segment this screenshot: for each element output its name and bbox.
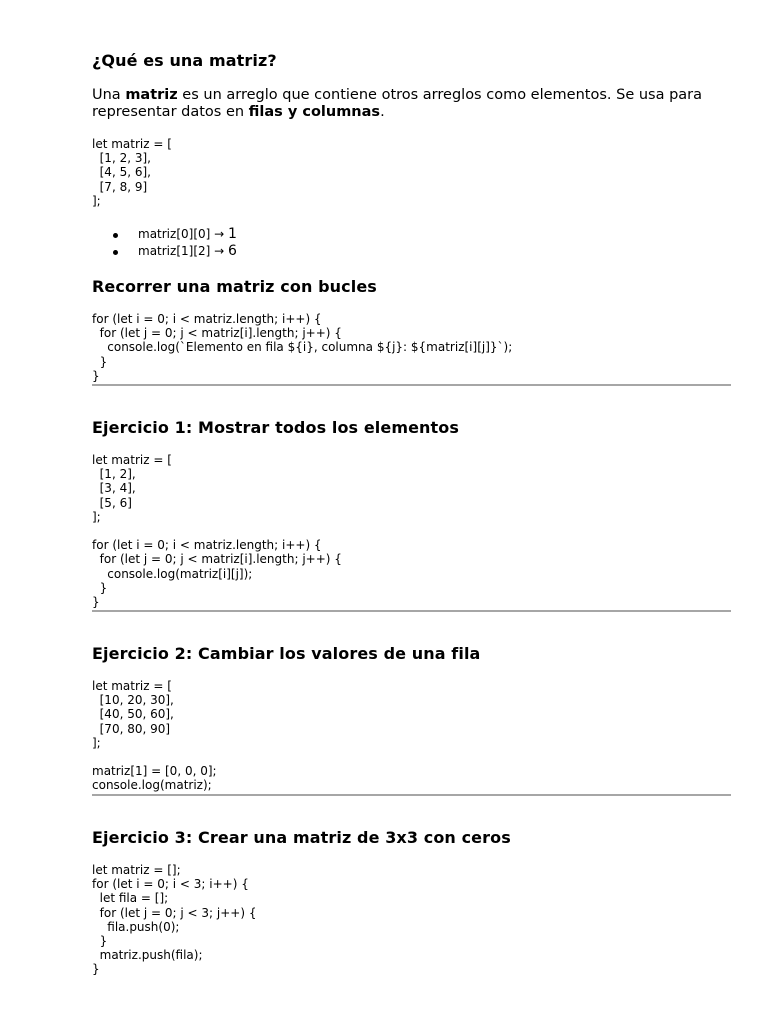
intro-bold-rows-columns: filas y columnas bbox=[248, 104, 381, 120]
section-divider bbox=[92, 384, 731, 386]
bullet-expression: matriz[0][0] bbox=[138, 227, 211, 241]
exercise-1-code-block: let matriz = [ [1, 2], [3, 4], [5, 6] ]; for (let i = 0; i < matriz.length; i++) { for (let j = 0; j < matriz[i].length; j++) { console.log(matriz[i][j]); } } bbox=[92, 453, 342, 610]
bullet-icon bbox=[113, 250, 118, 255]
intro-text: Una bbox=[92, 87, 126, 103]
loops-code-block: for (let i = 0; i < matriz.length; i++) { for (let j = 0; j < matriz[i].length; j++) { console.log(`Elemento en fila ${i}, columna ${j}: ${matriz[i][j]}`); } } bbox=[92, 312, 513, 383]
bullet-expression: matriz[1][2] bbox=[138, 244, 211, 258]
list-item bbox=[92, 226, 237, 243]
section-divider bbox=[92, 610, 731, 612]
intro-paragraph bbox=[92, 87, 732, 121]
bullet-icon bbox=[113, 233, 118, 238]
intro-text: es un arreglo que contiene otros arreglos como elementos. Se usa para representar datos en bbox=[92, 87, 703, 120]
section-title-exercise-2: Ejercicio 2: Cambiar los valores de una fila bbox=[92, 644, 481, 663]
intro-text: . bbox=[380, 104, 385, 120]
section-divider bbox=[92, 794, 731, 796]
exercise-2-code-block: let matriz = [ [10, 20, 30], [40, 50, 60], [70, 80, 90] ]; matriz[1] = [0, 0, 0]; console.log(matriz); bbox=[92, 679, 217, 793]
access-examples-list bbox=[92, 226, 237, 260]
bullet-result: 1 bbox=[228, 226, 237, 242]
bullet-result: 6 bbox=[228, 243, 237, 259]
intro-code-block: let matriz = [ [1, 2, 3], [4, 5, 6], [7, 8, 9] ]; bbox=[92, 137, 172, 208]
exercise-3-code-block: let matriz = []; for (let i = 0; i < 3; i++) { let fila = []; for (let j = 0; j < 3; j++) { fila.push(0); } matriz.push(fila); } bbox=[92, 863, 257, 977]
section-title-loops: Recorrer una matriz con bucles bbox=[92, 277, 377, 296]
section-title-what-is-matrix: ¿Qué es una matriz? bbox=[92, 51, 277, 70]
arrow-right-icon: → bbox=[214, 244, 225, 258]
arrow-right-icon: → bbox=[214, 227, 225, 241]
section-title-exercise-3: Ejercicio 3: Crear una matriz de 3x3 con ceros bbox=[92, 828, 511, 847]
intro-bold-matriz: matriz bbox=[125, 87, 178, 103]
list-item bbox=[92, 243, 237, 260]
section-title-exercise-1: Ejercicio 1: Mostrar todos los elementos bbox=[92, 418, 460, 437]
